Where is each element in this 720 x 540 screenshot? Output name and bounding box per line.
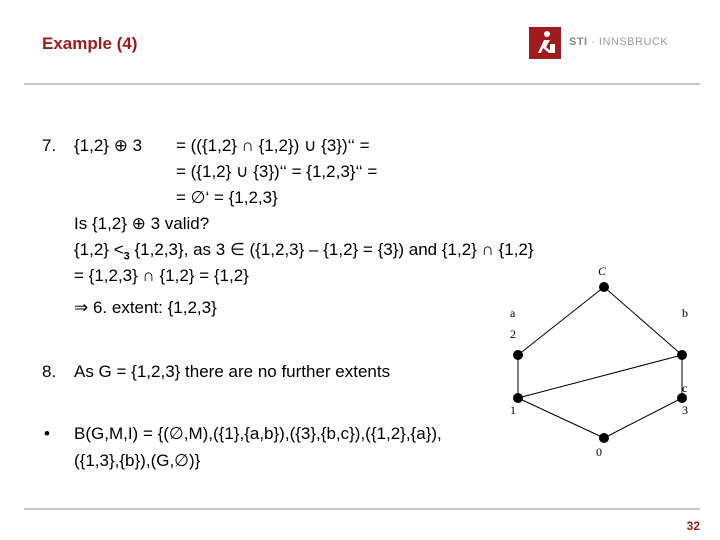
- lattice-label-1: 1: [510, 403, 516, 417]
- step7-equation-2: = ({1,2} ∪ {3})‘‘ = {1,2,3}‘‘ =: [176, 162, 378, 181]
- step8-text: As G = {1,2,3} there are no further extents: [74, 362, 391, 381]
- validity-line-2: = {1,2,3} ∩ {1,2} = {1,2}: [74, 266, 249, 285]
- footer-divider: [24, 508, 700, 510]
- step7-label: {1,2} ⊕ 3: [74, 136, 143, 155]
- concept-list-line-2: ({1,3},{b}),(G,∅)}: [74, 451, 201, 470]
- validity-line-1-rest: {1,2,3}, as 3 ∈ ({1,2,3} – {1,2} = {3}) and {1,2} ∩ {1,2}: [129, 240, 534, 259]
- logo-separator: ·: [587, 36, 599, 48]
- validity-subscript: 3: [123, 250, 130, 263]
- lattice-node-top: [599, 282, 609, 292]
- step7-equation-1: = (({1,2} ∩ {1,2}) ∪ {3})‘‘ =: [176, 136, 370, 155]
- bullet-marker: •: [44, 424, 50, 443]
- lattice-label-c: c: [682, 381, 688, 395]
- validity-line-1-start: {1,2} <: [74, 240, 124, 259]
- step7-number: 7.: [42, 136, 57, 155]
- header-divider: [24, 83, 700, 85]
- lattice-node-bottom: [599, 433, 609, 443]
- lattice-label-b: b: [682, 306, 688, 320]
- lattice-node-b: [677, 350, 687, 360]
- page-number: 32: [686, 519, 700, 533]
- lattice-label-bottom: 0: [596, 445, 602, 459]
- logo-brand: STI: [569, 36, 588, 48]
- logo-wordmark: [569, 36, 668, 48]
- lattice-label-a: a: [510, 306, 516, 320]
- lattice-label-2: 2: [510, 327, 516, 341]
- lattice-node-a: [513, 350, 523, 360]
- logo-city: INNSBRUCK: [598, 36, 669, 48]
- lattice-label-3: 3: [682, 403, 688, 417]
- lattice-label-top: C: [598, 264, 607, 278]
- logo-mark-icon: [529, 27, 561, 59]
- validity-question: Is {1,2} ⊕ 3 valid?: [74, 214, 210, 233]
- lattice-node-1: [513, 393, 523, 403]
- slide-title: Example (4): [42, 34, 138, 53]
- lattice-edges: [518, 287, 682, 438]
- validity-result: ⇒ 6. extent: {1,2,3}: [74, 298, 217, 317]
- concept-lattice-diagram: [500, 260, 700, 470]
- step7-equation-3: = ∅‘ = {1,2,3}: [176, 188, 278, 207]
- concept-list-line-1: B(G,M,I) = {(∅,M),({1},{a,b}),({3},{b,c}),({1,2},{a}),: [74, 424, 442, 443]
- validity-line-1: [74, 240, 534, 266]
- lattice-nodes: [513, 282, 687, 443]
- step8-number: 8.: [42, 362, 57, 381]
